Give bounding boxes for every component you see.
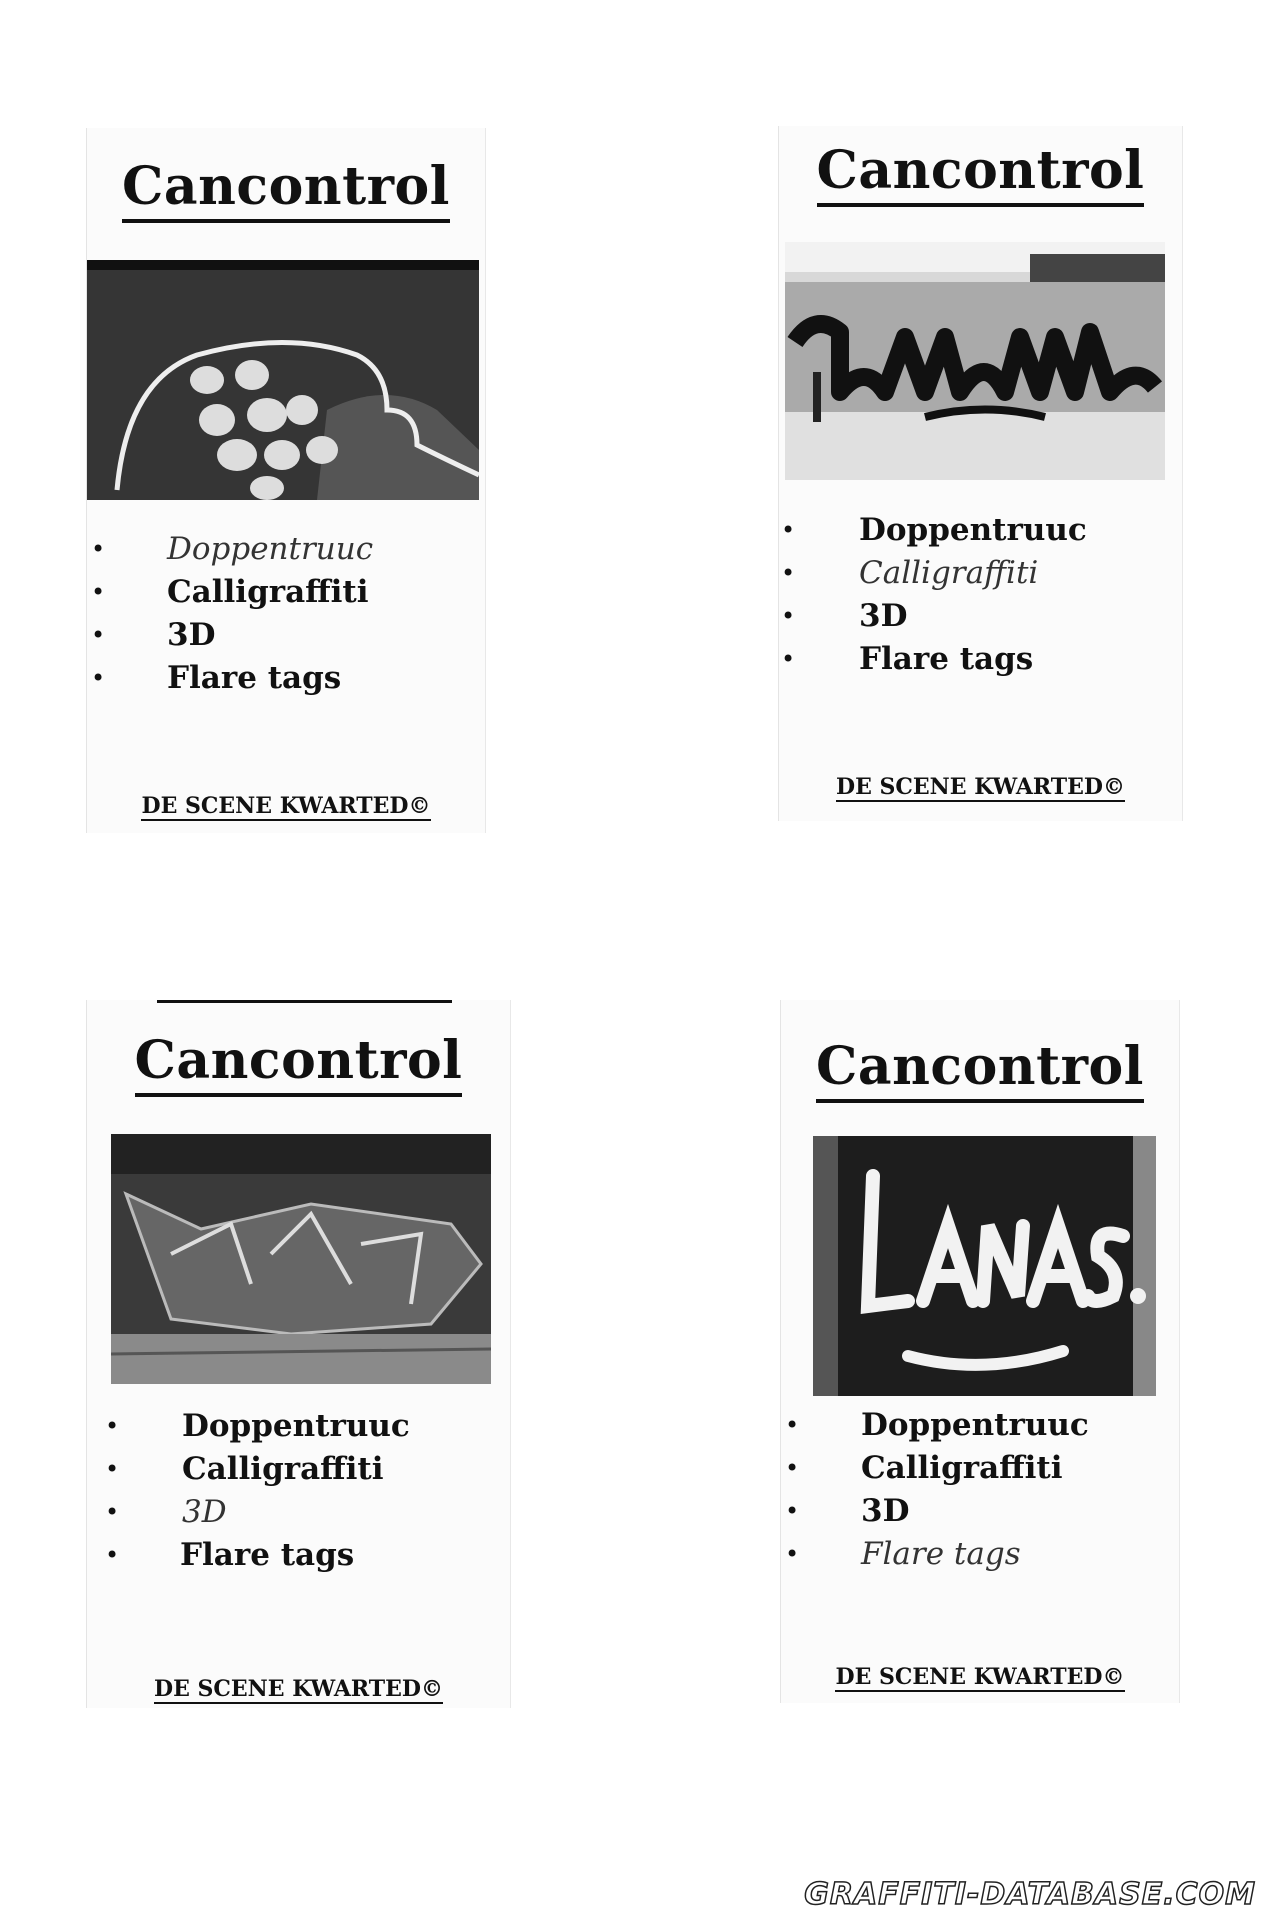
category-list bbox=[87, 1405, 507, 1577]
list-item: • Calligraffiti bbox=[785, 1450, 1063, 1486]
watermark-logo: GRAFFITI-DATABASE.COM bbox=[804, 1877, 1256, 1912]
list-item: • Doppentruuc bbox=[105, 1408, 410, 1444]
list-item: • 3D bbox=[105, 1494, 227, 1530]
card-title: Cancontrol bbox=[781, 1036, 1179, 1097]
card-calligraffiti bbox=[778, 126, 1183, 821]
list-item: • 3D bbox=[781, 598, 908, 634]
card-flare-tags bbox=[780, 1000, 1180, 1703]
list-item: • Doppentruuc bbox=[785, 1407, 1089, 1443]
list-item: • 3D bbox=[91, 617, 216, 653]
category-list bbox=[87, 528, 477, 700]
card-footer: DE SCENE KWARTED© bbox=[835, 1664, 1125, 1690]
list-item: • Flare tags bbox=[781, 641, 1034, 677]
card-footer: DE SCENE KWARTED© bbox=[153, 1676, 444, 1702]
grapes-graffiti-photo bbox=[87, 260, 479, 500]
calligraffiti-wall-photo bbox=[785, 242, 1165, 480]
card-title: Cancontrol bbox=[87, 1030, 510, 1091]
category-list bbox=[779, 509, 1179, 681]
list-item: • Flare tags bbox=[785, 1536, 1021, 1572]
card-footer: DE SCENE KWARTED© bbox=[835, 774, 1126, 800]
flare-tag-photo bbox=[813, 1136, 1156, 1396]
card-3d bbox=[86, 1000, 511, 1708]
list-item: • Flare tags bbox=[91, 660, 342, 696]
card-title: Cancontrol bbox=[87, 156, 485, 217]
list-item: • Doppentruuc bbox=[781, 512, 1087, 548]
top-rule bbox=[157, 1000, 452, 1003]
list-item: • Calligraffiti bbox=[91, 574, 369, 610]
list-item: • Calligraffiti bbox=[105, 1451, 384, 1487]
list-item: • Doppentruuc bbox=[91, 531, 374, 567]
list-item: • 3D bbox=[785, 1493, 910, 1529]
card-footer: DE SCENE KWARTED© bbox=[141, 793, 431, 819]
card-title: Cancontrol bbox=[779, 140, 1182, 201]
list-item: • Flare tags bbox=[105, 1537, 355, 1573]
3d-piece-photo bbox=[111, 1134, 491, 1384]
card-doppentruuc bbox=[86, 128, 486, 833]
list-item: • Calligraffiti bbox=[781, 555, 1039, 591]
category-list bbox=[781, 1404, 1176, 1576]
